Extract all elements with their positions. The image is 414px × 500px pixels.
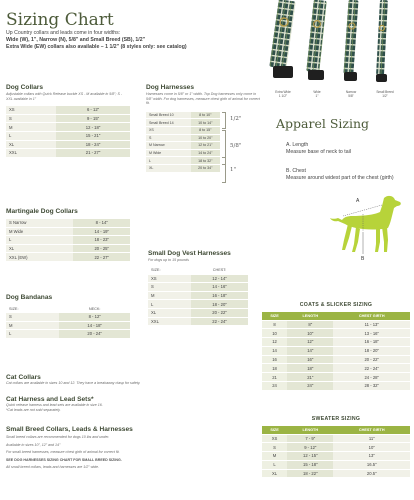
harnesses-row-cell: XL bbox=[146, 165, 191, 172]
coats-row-cell: 16 - 18" bbox=[333, 338, 410, 346]
sweater-row-cell: 10" bbox=[333, 443, 410, 451]
coats-row-cell: 8 bbox=[262, 321, 287, 329]
coats-row-cell: 18 - 20" bbox=[333, 347, 410, 355]
harnesses-row-cell: S bbox=[146, 135, 191, 142]
harnesses-row-cell: XS bbox=[146, 127, 191, 134]
sweater-table bbox=[262, 425, 410, 478]
small-breed-title: Small Breed Collars, Leads & Harnesses bbox=[6, 426, 133, 433]
vest-section bbox=[148, 250, 248, 326]
dog-collars-row bbox=[6, 106, 130, 114]
vest-row-cell: M bbox=[148, 292, 191, 300]
martingale-row-cell: S Narrow bbox=[6, 219, 73, 227]
dog-collars-row bbox=[6, 132, 130, 140]
sweater-row-cell: 16.5" bbox=[333, 461, 410, 469]
vest-row-cell: XS bbox=[148, 275, 191, 283]
vest-row-cell: 18 - 20" bbox=[191, 300, 248, 308]
martingale-row-cell: M Wide bbox=[6, 228, 73, 236]
martingale-row-cell: 14 - 19" bbox=[73, 228, 130, 236]
dog-collars-row-cell: XXL bbox=[6, 149, 56, 157]
sweater-col-chest: CHEST GIRTH bbox=[333, 426, 410, 434]
harnesses-note: Harnesses come in 5/8" or 1" width. Top Dog harnesses only come in 5/8" width. For dog harnesses, measure chest girth of animal for correct fit. bbox=[146, 92, 260, 106]
vest-row-cell: L bbox=[148, 300, 191, 308]
dog-collars-row-cell: M bbox=[6, 123, 56, 131]
collar-photos bbox=[264, 0, 410, 108]
coats-row bbox=[262, 382, 410, 390]
harnesses-row bbox=[146, 112, 220, 119]
coats-row-cell: 8" bbox=[287, 321, 333, 329]
vest-row-cell: 20 - 22" bbox=[191, 309, 248, 317]
harnesses-row-cell: L bbox=[146, 157, 191, 164]
intro bbox=[6, 30, 266, 51]
coats-col-length: LENGTH bbox=[287, 312, 333, 320]
sweater-row-cell: XL bbox=[262, 470, 287, 478]
coats-row-cell: 24" bbox=[287, 382, 333, 390]
harness-bracket-label-3: 1" bbox=[230, 166, 237, 173]
coats-row bbox=[262, 364, 410, 372]
sweater-row-cell: M bbox=[262, 452, 287, 460]
martingale-row bbox=[6, 236, 130, 244]
dog-collars-row-cell: 21 - 27" bbox=[56, 149, 130, 157]
coats-section bbox=[262, 302, 410, 391]
bandanas-row bbox=[6, 322, 130, 330]
martingale-table bbox=[6, 218, 130, 262]
sweater-row bbox=[262, 443, 410, 451]
coats-row-cell: 10 bbox=[262, 329, 287, 337]
coats-row-cell: 14 bbox=[262, 347, 287, 355]
harnesses-row bbox=[146, 157, 220, 164]
coats-row-cell: 16" bbox=[287, 356, 333, 364]
harnesses-row-cell: Small Breed 14 bbox=[146, 119, 191, 126]
harnesses-row-cell: 10 to 14" bbox=[191, 119, 221, 126]
coats-row bbox=[262, 321, 410, 329]
bandanas-section bbox=[6, 294, 130, 339]
dog-diagram bbox=[318, 190, 410, 270]
sweater-row-cell: 18 - 22" bbox=[287, 470, 333, 478]
small-breed-note-2: Available in sizes 10", 12" and 14" bbox=[6, 442, 61, 447]
martingale-row-cell: L bbox=[6, 236, 73, 244]
sweater-section bbox=[262, 416, 410, 478]
vest-row bbox=[148, 300, 248, 308]
harnesses-row bbox=[146, 119, 220, 126]
martingale-row-cell: 22 - 27" bbox=[73, 253, 130, 261]
harness-bracket-3 bbox=[222, 157, 226, 183]
martingale-row bbox=[6, 228, 130, 236]
sweater-title: SWEATER SIZING bbox=[311, 416, 361, 422]
harnesses-row bbox=[146, 135, 220, 142]
vest-title: Small Dog Vest Harnesses bbox=[148, 250, 231, 257]
coats-row-cell: 14" bbox=[287, 347, 333, 355]
coats-title: COATS & SLICKER SIZING bbox=[299, 302, 373, 308]
bandanas-row bbox=[6, 313, 130, 321]
dog-collars-row-cell: XL bbox=[6, 141, 56, 149]
dog-collars-row bbox=[6, 149, 130, 157]
dog-collars-note: Adjustable collars with Quick Release buckle XS - M available in 5/8"; S - XXL available in 1" bbox=[6, 92, 123, 101]
vest-row bbox=[148, 275, 248, 283]
collar-label-narrow: Narrow 5/8" bbox=[345, 90, 357, 98]
page-title: Sizing Chart bbox=[6, 10, 114, 30]
coats-row-cell: 24 - 28" bbox=[333, 373, 410, 381]
martingale-row bbox=[6, 253, 130, 261]
coats-row-cell: 18 bbox=[262, 364, 287, 372]
coats-row bbox=[262, 347, 410, 355]
vest-row bbox=[148, 318, 248, 326]
bandanas-row-cell: 14 - 18" bbox=[59, 322, 130, 330]
apparel-a bbox=[286, 142, 410, 155]
apparel-b bbox=[286, 168, 410, 181]
harness-bracket-label-2: 5/8" bbox=[230, 142, 242, 149]
dog-collars-row-cell: 18 - 24" bbox=[56, 141, 130, 149]
sweater-col-size: SIZE bbox=[262, 426, 287, 434]
collar-label-wide: Wide 1" bbox=[313, 90, 321, 98]
harnesses-row-cell: 14 to 24" bbox=[191, 150, 221, 157]
dog-collars-row bbox=[6, 141, 130, 149]
coats-row-cell: 18" bbox=[287, 364, 333, 372]
bandanas-row-cell: M bbox=[6, 322, 59, 330]
coats-col-size: SIZE bbox=[262, 312, 287, 320]
harnesses-row bbox=[146, 127, 220, 134]
coats-row-cell: 28 - 32" bbox=[333, 382, 410, 390]
coats-row bbox=[262, 356, 410, 364]
cat-harness-title: Cat Harness and Lead Sets* bbox=[6, 396, 94, 403]
martingale-row-cell: XXL (EW) bbox=[6, 253, 73, 261]
cat-harness-note-1: Quick release harness and lead sets are available in size 16. bbox=[6, 403, 103, 407]
vest-row-cell: 12 - 14" bbox=[191, 275, 248, 283]
bandanas-row bbox=[6, 330, 130, 338]
coats-row bbox=[262, 329, 410, 337]
dog-collars-row-cell: 15 - 21" bbox=[56, 132, 130, 140]
cat-harness-section bbox=[6, 396, 256, 412]
harnesses-row bbox=[146, 150, 220, 157]
martingale-row bbox=[6, 245, 130, 253]
sweater-row bbox=[262, 435, 410, 443]
coats-row-cell: 16 bbox=[262, 356, 287, 364]
vest-row bbox=[148, 292, 248, 300]
coats-row-cell: 12" bbox=[287, 338, 333, 346]
cat-collars-note: Cat collars are available in sizes 10 and 12. They have a breakaway clasp for safety. bbox=[6, 381, 141, 385]
dog-collars-row-cell: 12 - 18" bbox=[56, 123, 130, 131]
coats-row-cell: 21" bbox=[287, 373, 333, 381]
coats-row-cell: 13 - 16" bbox=[333, 329, 410, 337]
small-breed-note-1: Small breed collars are recommended for dogs 10 lbs and under. bbox=[6, 435, 110, 439]
harnesses-row bbox=[146, 142, 220, 149]
sweater-row-cell: S bbox=[262, 443, 287, 451]
small-breed-note-3: For small breed harnesses, measure chest girth of animal for correct fit. bbox=[6, 450, 120, 455]
harnesses-row-cell: 10 to 20" bbox=[191, 135, 221, 142]
sweater-row-cell: 7 - 9" bbox=[287, 435, 333, 443]
martingale-row-cell: XL bbox=[6, 245, 73, 253]
intro-line-2: Wide (W), 1", Narrow (N), 5/8" and Small Breed (SB), 1/2" bbox=[6, 37, 146, 43]
sweater-row-cell: 9 - 12" bbox=[287, 443, 333, 451]
bandanas-col-neck: NECK: bbox=[88, 306, 101, 311]
dog-label-b: B bbox=[361, 256, 365, 262]
martingale-row bbox=[6, 219, 130, 227]
dog-label-a: A bbox=[356, 198, 360, 204]
vest-table bbox=[148, 266, 248, 327]
cat-collars-section bbox=[6, 374, 256, 386]
harnesses-row-cell: 18 to 32" bbox=[191, 157, 221, 164]
coats-row-cell: 20 - 22" bbox=[333, 356, 410, 364]
sweater-row-cell: 13" bbox=[333, 452, 410, 460]
martingale-row-cell: 8 - 14" bbox=[73, 219, 130, 227]
coats-table bbox=[262, 311, 410, 391]
harnesses-row-cell: 8 to 15" bbox=[191, 127, 221, 134]
apparel-a-text: Measure base of neck to tail bbox=[286, 148, 351, 155]
harnesses-row-cell: 20 to 34" bbox=[191, 165, 221, 172]
sweater-row bbox=[262, 461, 410, 469]
vest-col-size: SIZE: bbox=[151, 268, 161, 273]
dog-collars-row-cell: L bbox=[6, 132, 56, 140]
vest-note: For dogs up to 15 pounds bbox=[148, 258, 189, 262]
vest-row-cell: 22 - 24" bbox=[191, 318, 248, 326]
vest-row-cell: 14 - 16" bbox=[191, 283, 248, 291]
sweater-row-cell: 20.5" bbox=[333, 470, 410, 478]
harness-bracket-1 bbox=[222, 112, 226, 129]
martingale-section bbox=[6, 208, 130, 262]
coats-row-cell: 22 - 24" bbox=[333, 364, 410, 372]
bandanas-col-size: SIZE: bbox=[9, 306, 19, 311]
apparel-a-title: A. Length bbox=[286, 142, 309, 148]
harnesses-row-cell: M Wide bbox=[146, 150, 191, 157]
harnesses-title: Dog Harnesses bbox=[146, 84, 195, 91]
vest-row bbox=[148, 283, 248, 291]
sweater-row-cell: L bbox=[262, 461, 287, 469]
harnesses-row-cell: M Narrow bbox=[146, 142, 191, 149]
intro-line-3: Extra Wide (EW) collars also available – 1 1/2" (8 styles only: see catalog) bbox=[6, 44, 187, 50]
martingale-title: Martingale Dog Collars bbox=[6, 208, 78, 215]
coats-row-cell: 10" bbox=[287, 329, 333, 337]
dog-collars-row-cell: XS bbox=[6, 106, 56, 114]
coats-row bbox=[262, 338, 410, 346]
sweater-col-length: LENGTH bbox=[287, 426, 333, 434]
vest-row-cell: XL bbox=[148, 309, 191, 317]
small-breed-note-4: SEE DOG HARNESSES SIZING CHART FOR SMALL BREED SIZING. bbox=[6, 457, 122, 462]
bandanas-row-cell: 20 - 24" bbox=[59, 330, 130, 338]
small-breed-section bbox=[6, 426, 256, 470]
coats-row-cell: 24 bbox=[262, 382, 287, 390]
intro-line-1: Up Country collars and leads come in four widths: bbox=[6, 30, 121, 36]
collar-label-extra-wide: Extra Wide 1 1/2" bbox=[275, 90, 291, 98]
dog-collars-table bbox=[6, 105, 130, 158]
small-breed-note-5: All small breed collars, leads and harnesses are 1/2" wide. bbox=[6, 465, 99, 470]
coats-row-cell: 21 bbox=[262, 373, 287, 381]
apparel-b-title: B. Chest bbox=[286, 168, 306, 174]
dog-collars-section bbox=[6, 84, 130, 158]
harnesses-row bbox=[146, 165, 220, 172]
sweater-row-cell: 11" bbox=[333, 435, 410, 443]
coats-row-cell: 12 bbox=[262, 338, 287, 346]
cat-harness-note-2: *Cat leads are not sold separately. bbox=[6, 407, 61, 412]
coats-row-cell: 11 - 13" bbox=[333, 321, 410, 329]
martingale-row-cell: 20 - 25" bbox=[73, 245, 130, 253]
harnesses-row-cell: 8 to 10" bbox=[191, 112, 221, 119]
harnesses-row-cell: Small Breed 10 bbox=[146, 112, 191, 119]
vest-row bbox=[148, 309, 248, 317]
harnesses-table bbox=[146, 111, 220, 173]
harness-bracket-label-1: 1/2" bbox=[230, 115, 242, 122]
sweater-row-cell: XS bbox=[262, 435, 287, 443]
sweater-row-cell: 12 - 15" bbox=[287, 452, 333, 460]
dog-collars-row-cell: S bbox=[6, 115, 56, 123]
harnesses-row-cell: 12 to 21" bbox=[191, 142, 221, 149]
sweater-row bbox=[262, 452, 410, 460]
bandanas-table bbox=[6, 304, 130, 339]
dog-collars-row-cell: 6 - 12" bbox=[56, 106, 130, 114]
sweater-row-cell: 15 - 18" bbox=[287, 461, 333, 469]
bandanas-row-cell: 8 - 12" bbox=[59, 313, 130, 321]
bandanas-row-cell: L bbox=[6, 330, 59, 338]
bandanas-row-cell: S bbox=[6, 313, 59, 321]
dog-collars-title: Dog Collars bbox=[6, 84, 44, 91]
dog-collars-row bbox=[6, 115, 130, 123]
vest-row-cell: 16 - 18" bbox=[191, 292, 248, 300]
cat-collars-title: Cat Collars bbox=[6, 374, 41, 381]
sweater-row bbox=[262, 470, 410, 478]
apparel-b-text: Measure around widest part of the chest (girth) bbox=[286, 174, 394, 181]
martingale-row-cell: 18 - 23" bbox=[73, 236, 130, 244]
coats-col-chest: CHEST GIRTH bbox=[333, 312, 410, 320]
vest-row-cell: S bbox=[148, 283, 191, 291]
collar-label-small-breed: Small Breed 1/2" bbox=[376, 90, 394, 98]
apparel-title: Apparel Sizing bbox=[276, 116, 370, 131]
coats-row bbox=[262, 373, 410, 381]
bandanas-title: Dog Bandanas bbox=[6, 294, 53, 301]
harnesses-section bbox=[146, 84, 264, 173]
dog-collars-row-cell: 9 - 15" bbox=[56, 115, 130, 123]
dog-collars-row bbox=[6, 123, 130, 131]
vest-col-chest: CHEST: bbox=[212, 268, 227, 273]
vest-row-cell: XXL bbox=[148, 318, 191, 326]
